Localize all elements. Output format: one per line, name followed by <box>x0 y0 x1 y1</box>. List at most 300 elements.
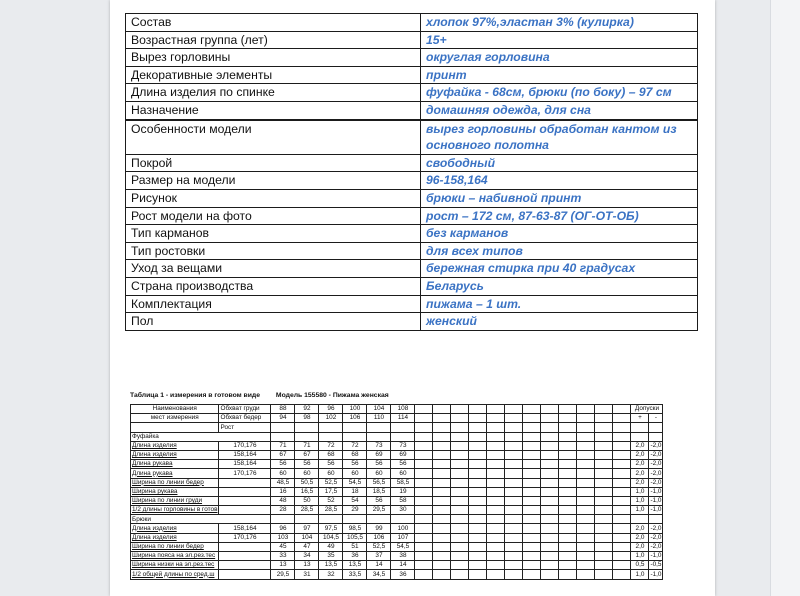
empty-cell <box>433 561 451 570</box>
empty-cell <box>391 515 415 524</box>
empty-cell <box>541 561 559 570</box>
empty-cell <box>451 561 469 570</box>
empty-cell <box>415 561 433 570</box>
measurement-value: 13 <box>295 561 319 570</box>
scroll-gutter[interactable] <box>770 0 800 596</box>
empty-cell <box>433 432 451 441</box>
empty-cell <box>433 487 451 496</box>
empty-cell <box>505 533 523 542</box>
header-row-chest <box>131 405 677 414</box>
chest-size: 100 <box>343 405 367 414</box>
empty-cell <box>523 524 541 533</box>
measurement-height <box>219 487 271 496</box>
empty-cell <box>595 441 613 450</box>
measurement-name: Ширина пояса на эл.рез.тес <box>131 552 219 561</box>
measurement-height: 170,176 <box>219 469 271 478</box>
empty-cell <box>451 496 469 505</box>
empty-cell <box>523 487 541 496</box>
spec-key: Тип карманов <box>126 225 421 243</box>
empty-cell <box>541 423 559 432</box>
empty-cell <box>415 515 433 524</box>
measurement-value: 32 <box>319 570 343 579</box>
measurement-value: 58,5 <box>391 478 415 487</box>
empty-cell <box>367 423 391 432</box>
empty-cell <box>559 423 577 432</box>
empty-cell <box>595 414 613 423</box>
empty-cell <box>613 552 631 561</box>
measurement-value: 54,5 <box>343 478 367 487</box>
measurement-value: 58 <box>391 496 415 505</box>
empty-cell <box>487 496 505 505</box>
measurement-value: 16,5 <box>295 487 319 496</box>
empty-cell <box>577 570 595 579</box>
measurement-value: 71 <box>271 441 295 450</box>
measurement-value: 56 <box>367 460 391 469</box>
measurement-model-title: Модель 155580 - Пижама женская <box>275 392 389 399</box>
empty-cell <box>433 405 451 414</box>
empty-cell <box>559 460 577 469</box>
measurement-value: 99 <box>367 524 391 533</box>
measurement-height: 170,176 <box>219 441 271 450</box>
empty-cell <box>131 423 219 432</box>
spec-row <box>126 225 698 243</box>
empty-cell <box>577 450 595 459</box>
spec-row <box>126 277 698 295</box>
measurement-value: 52,5 <box>367 542 391 551</box>
empty-cell <box>595 432 613 441</box>
measurement-row <box>131 570 677 579</box>
spec-value: принт <box>421 66 698 84</box>
measurement-value: 68 <box>343 450 367 459</box>
measurement-value: 54,5 <box>391 542 415 551</box>
tolerance-minus-value: -2,0 <box>650 533 662 541</box>
measurement-value: 56 <box>319 460 343 469</box>
spec-key: Состав <box>126 14 421 32</box>
empty-cell <box>451 469 469 478</box>
empty-cell <box>487 414 505 423</box>
section-top <box>131 432 677 441</box>
measurement-value: 73 <box>367 441 391 450</box>
empty-cell <box>415 496 433 505</box>
measurement-value: 19 <box>391 487 415 496</box>
empty-cell <box>613 533 631 542</box>
spec-key: Вырез горловины <box>126 49 421 67</box>
empty-cell <box>523 423 541 432</box>
measurement-value: 38 <box>391 552 415 561</box>
empty-cell <box>595 542 613 551</box>
tolerance-minus-value: -1,0 <box>650 552 662 560</box>
measurement-table-title: Таблица 1 - измерения в готовом виде <box>130 392 261 399</box>
empty-cell <box>559 441 577 450</box>
empty-cell <box>505 414 523 423</box>
measurement-height: 170,176 <box>219 533 271 542</box>
empty-cell <box>541 432 559 441</box>
tolerance-plus-value: 1,0 <box>631 570 649 579</box>
chest-label: Обхват груди <box>219 405 271 414</box>
measurement-value: 105,5 <box>343 533 367 542</box>
measurement-value: 29 <box>343 506 367 515</box>
measurement-row <box>131 460 677 469</box>
spec-value: 96-158,164 <box>421 172 698 190</box>
empty-cell <box>415 570 433 579</box>
empty-cell <box>469 423 487 432</box>
empty-cell <box>577 515 595 524</box>
empty-cell <box>541 515 559 524</box>
spec-row <box>126 313 698 331</box>
empty-cell <box>595 533 613 542</box>
spec-row <box>126 242 698 260</box>
empty-cell <box>523 506 541 515</box>
measurement-title <box>130 392 700 402</box>
measurement-row <box>131 469 677 478</box>
empty-cell <box>415 542 433 551</box>
empty-cell <box>595 405 613 414</box>
empty-cell <box>505 542 523 551</box>
empty-cell <box>469 561 487 570</box>
empty-cell <box>649 515 663 524</box>
measurement-value: 104,5 <box>319 533 343 542</box>
empty-cell <box>559 450 577 459</box>
measurement-value: 13 <box>271 561 295 570</box>
measurement-value: 31 <box>295 570 319 579</box>
measurement-height <box>219 570 271 579</box>
tolerance-minus-value: -2,0 <box>650 543 662 551</box>
empty-cell <box>343 515 367 524</box>
measurement-value: 69 <box>367 450 391 459</box>
empty-cell <box>559 405 577 414</box>
measurement-value: 98,5 <box>343 524 367 533</box>
empty-cell <box>433 515 451 524</box>
measurement-row <box>131 441 677 450</box>
product-spec-table <box>125 13 698 331</box>
measurement-value: 56 <box>391 460 415 469</box>
empty-cell <box>523 496 541 505</box>
empty-cell <box>319 423 343 432</box>
empty-cell <box>487 515 505 524</box>
measurement-value: 56 <box>295 460 319 469</box>
measurement-name: Ширина по линии груди <box>131 496 219 505</box>
spec-key: Декоративные элементы <box>126 66 421 84</box>
empty-cell <box>319 515 343 524</box>
measurement-value: 60 <box>343 469 367 478</box>
tolerance-minus-value: -0,5 <box>650 561 662 569</box>
empty-cell <box>451 570 469 579</box>
empty-cell <box>487 441 505 450</box>
empty-cell <box>433 469 451 478</box>
spec-value: для всех типов <box>421 242 698 260</box>
empty-cell <box>433 441 451 450</box>
measurement-value: 67 <box>271 450 295 459</box>
measurement-value: 29,5 <box>367 506 391 515</box>
tolerance-plus-value: 2,0 <box>631 441 649 450</box>
empty-cell <box>541 441 559 450</box>
tolerance-plus-value: 2,0 <box>631 469 649 478</box>
spec-key: Тип ростовки <box>126 242 421 260</box>
tolerance-minus-value: -2,0 <box>650 460 662 468</box>
measurement-value: 28,5 <box>295 506 319 515</box>
empty-cell <box>433 542 451 551</box>
measurement-value: 37 <box>367 552 391 561</box>
measurement-value: 104 <box>295 533 319 542</box>
empty-cell <box>433 533 451 542</box>
empty-cell <box>487 450 505 459</box>
empty-cell <box>559 524 577 533</box>
measurement-name: Ширина низки на эл.рез.тес <box>131 561 219 570</box>
empty-cell <box>505 515 523 524</box>
spec-key: Размер на модели <box>126 172 421 190</box>
empty-cell <box>451 432 469 441</box>
spec-value: пижама – 1 шт. <box>421 295 698 313</box>
measurement-name: Длина изделия <box>131 533 219 542</box>
hip-size: 102 <box>319 414 343 423</box>
empty-cell <box>469 405 487 414</box>
empty-cell <box>541 542 559 551</box>
empty-cell <box>487 570 505 579</box>
empty-cell <box>295 515 319 524</box>
empty-cell <box>415 432 433 441</box>
empty-cell <box>343 432 367 441</box>
empty-cell <box>613 469 631 478</box>
measurement-value: 35 <box>319 552 343 561</box>
measurement-value: 67 <box>295 450 319 459</box>
tolerance-minus-value: -1,0 <box>650 497 662 505</box>
empty-cell <box>505 432 523 441</box>
measurement-value: 56 <box>367 496 391 505</box>
header-name-a: Наименования <box>131 405 219 414</box>
empty-cell <box>487 542 505 551</box>
empty-cell <box>433 460 451 469</box>
measurement-value: 17,5 <box>319 487 343 496</box>
empty-cell <box>595 524 613 533</box>
empty-cell <box>523 441 541 450</box>
section-title: Брюки <box>131 515 271 524</box>
empty-cell <box>577 552 595 561</box>
tolerance-plus-value: 1,0 <box>631 506 649 515</box>
measurement-height: 158,164 <box>219 460 271 469</box>
empty-cell <box>451 450 469 459</box>
chest-size: 108 <box>391 405 415 414</box>
tolerance-plus-value: 1,0 <box>631 487 649 496</box>
measurement-value: 96 <box>271 524 295 533</box>
measurement-value: 60 <box>391 469 415 478</box>
spec-key: Покрой <box>126 154 421 172</box>
empty-cell <box>415 478 433 487</box>
measurement-value: 56,5 <box>367 478 391 487</box>
measurement-value: 68 <box>319 450 343 459</box>
measurement-name: Длина изделия <box>131 524 219 533</box>
height-label: Рост <box>219 423 271 432</box>
empty-cell <box>577 533 595 542</box>
empty-cell <box>295 423 319 432</box>
measurement-value: 56 <box>343 460 367 469</box>
empty-cell <box>271 515 295 524</box>
empty-cell <box>523 542 541 551</box>
measurement-height: 158,164 <box>219 450 271 459</box>
section-bottom <box>131 515 677 524</box>
empty-cell <box>487 423 505 432</box>
empty-cell <box>433 506 451 515</box>
spec-value: женский <box>421 313 698 331</box>
spec-value: без карманов <box>421 225 698 243</box>
empty-cell <box>469 515 487 524</box>
empty-cell <box>613 570 631 579</box>
measurement-value: 13,5 <box>319 561 343 570</box>
tolerance-minus-value: -2,0 <box>650 524 662 532</box>
spec-key: Особенности модели <box>126 120 421 154</box>
measurement-name: Ширина по линии бедер <box>131 478 219 487</box>
measurement-value: 60 <box>367 469 391 478</box>
empty-cell <box>505 496 523 505</box>
spec-value: рост – 172 см, 87-63-87 (ОГ-ОТ-ОБ) <box>421 207 698 225</box>
measurement-row <box>131 487 677 496</box>
measurement-value: 28 <box>271 506 295 515</box>
hip-label: Обхват бедер <box>219 414 271 423</box>
spec-value: брюки – набивной принт <box>421 189 698 207</box>
empty-cell <box>505 450 523 459</box>
empty-cell <box>469 506 487 515</box>
spec-row <box>126 101 698 119</box>
spec-key: Длина изделия по спинке <box>126 84 421 102</box>
spec-value: 15+ <box>421 31 698 49</box>
empty-cell <box>559 533 577 542</box>
measurement-row <box>131 533 677 542</box>
empty-cell <box>523 561 541 570</box>
measurement-name: 1/2 длины горловины в готов <box>132 506 218 514</box>
measurement-value: 69 <box>391 450 415 459</box>
measurement-value: 72 <box>343 441 367 450</box>
measurement-table <box>130 404 677 580</box>
tolerance-plus-value: 2,0 <box>631 450 649 459</box>
spec-value: домашняя одежда, для сна <box>421 101 698 119</box>
measurement-value: 50 <box>295 496 319 505</box>
empty-cell <box>613 561 631 570</box>
measurement-table-image <box>130 392 700 586</box>
tolerance-plus-value: 2,0 <box>631 460 649 469</box>
empty-cell <box>451 506 469 515</box>
empty-cell <box>451 423 469 432</box>
spec-value: вырез горловины обработан кантом из основного полотна <box>421 120 698 154</box>
empty-cell <box>367 515 391 524</box>
empty-cell <box>613 405 631 414</box>
measurement-height: 158,164 <box>219 524 271 533</box>
empty-cell <box>469 414 487 423</box>
empty-cell <box>577 469 595 478</box>
empty-cell <box>433 423 451 432</box>
empty-cell <box>469 524 487 533</box>
empty-cell <box>487 432 505 441</box>
empty-cell <box>505 570 523 579</box>
measurement-value: 54 <box>343 496 367 505</box>
header-name-b: мест измерения <box>131 414 219 423</box>
measurement-value: 29,5 <box>271 570 295 579</box>
empty-cell <box>469 460 487 469</box>
measurement-name: Длина рукава <box>131 469 219 478</box>
empty-cell <box>595 561 613 570</box>
empty-cell <box>433 524 451 533</box>
empty-cell <box>541 405 559 414</box>
measurement-value: 107 <box>391 533 415 542</box>
empty-cell <box>595 460 613 469</box>
empty-cell <box>577 441 595 450</box>
empty-cell <box>391 432 415 441</box>
empty-cell <box>367 432 391 441</box>
empty-cell <box>577 432 595 441</box>
spec-row <box>126 49 698 67</box>
empty-cell <box>505 405 523 414</box>
spec-row <box>126 120 698 154</box>
empty-cell <box>415 487 433 496</box>
measurement-value: 71 <box>295 441 319 450</box>
spec-key: Страна производства <box>126 277 421 295</box>
empty-cell <box>451 441 469 450</box>
measurement-value: 47 <box>295 542 319 551</box>
empty-cell <box>649 432 663 441</box>
empty-cell <box>451 414 469 423</box>
empty-cell <box>523 450 541 459</box>
empty-cell <box>559 542 577 551</box>
measurement-value: 100 <box>391 524 415 533</box>
empty-cell <box>541 552 559 561</box>
empty-cell <box>613 487 631 496</box>
empty-cell <box>523 460 541 469</box>
spec-row <box>126 172 698 190</box>
empty-cell <box>505 478 523 487</box>
empty-cell <box>469 441 487 450</box>
empty-cell <box>451 552 469 561</box>
empty-cell <box>631 515 649 524</box>
spec-key: Уход за вещами <box>126 260 421 278</box>
empty-cell <box>487 552 505 561</box>
empty-cell <box>631 432 649 441</box>
empty-cell <box>613 542 631 551</box>
tolerance-minus-value: -1,0 <box>650 487 662 495</box>
measurement-value: 36 <box>343 552 367 561</box>
spec-row <box>126 84 698 102</box>
measurement-value: 18 <box>343 487 367 496</box>
empty-cell <box>469 533 487 542</box>
empty-cell <box>505 524 523 533</box>
empty-cell <box>451 460 469 469</box>
empty-cell <box>577 414 595 423</box>
empty-cell <box>487 524 505 533</box>
tolerance-plus-value: 1,0 <box>631 496 649 505</box>
tolerance-label: Допуски <box>631 405 663 414</box>
spec-value: фуфайка - 68см, брюки (по боку) – 97 см <box>421 84 698 102</box>
empty-cell <box>505 441 523 450</box>
empty-cell <box>415 460 433 469</box>
measurement-name: Ширина рукава <box>131 487 219 496</box>
empty-cell <box>613 432 631 441</box>
empty-cell <box>487 460 505 469</box>
measurement-value: 60 <box>271 469 295 478</box>
empty-cell <box>487 405 505 414</box>
measurement-height <box>219 552 271 561</box>
empty-cell <box>523 478 541 487</box>
empty-cell <box>523 552 541 561</box>
empty-cell <box>523 515 541 524</box>
empty-cell <box>487 487 505 496</box>
empty-cell <box>415 533 433 542</box>
empty-cell <box>505 552 523 561</box>
tolerance-minus-value: -1,0 <box>650 506 662 514</box>
section-title: Фуфайка <box>131 432 271 441</box>
empty-cell <box>577 496 595 505</box>
measurement-value: 73 <box>391 441 415 450</box>
empty-cell <box>469 552 487 561</box>
measurement-value: 16 <box>271 487 295 496</box>
empty-cell <box>523 405 541 414</box>
measurement-row <box>131 524 677 533</box>
